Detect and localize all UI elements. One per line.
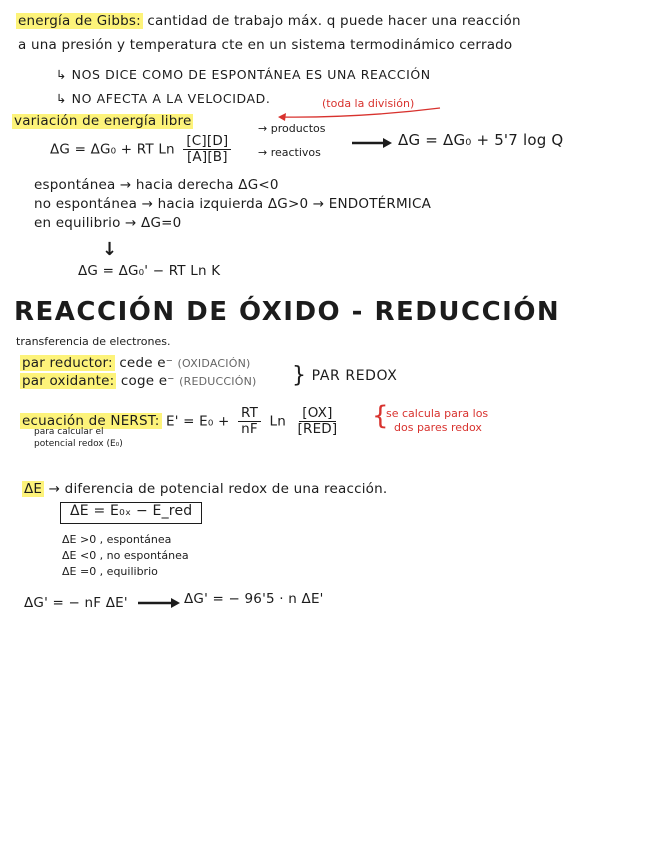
gibbs-bullet-1: [56, 68, 431, 82]
par-oxidante-label: par oxidante:: [22, 373, 115, 389]
nernst-eq-left: E' = E₀ +: [166, 413, 230, 430]
par-oxidante-text: coge e⁻: [120, 373, 175, 389]
delta-e-rule-1: ΔE >0 , espontánea: [62, 533, 172, 546]
final-eq-left: ΔG' = − nF ΔE': [24, 595, 128, 611]
par-reductor-text: cede e⁻: [119, 355, 174, 371]
fraction-denominator: [A][B]: [186, 148, 228, 165]
condition-equilibrium: en equilibrio → ΔG=0: [34, 215, 182, 231]
hook-arrow-icon: ↳: [56, 67, 68, 82]
nernst-red-note-2: dos pares redox: [394, 421, 482, 434]
gibbs-bullet-1-text: NOS DICE COMO DE ESPONTÁNEA ES UNA REACCIÓN: [71, 67, 431, 82]
par-oxidante-line: [20, 374, 257, 389]
delta-e-rule-3: ΔE =0 , equilibrio: [62, 565, 158, 578]
par-reductor-line: [20, 356, 250, 371]
par-oxidante-paren: (REDUCCIÓN): [179, 375, 257, 388]
fraction-numerator: [C][D]: [183, 134, 231, 150]
delta-e-label: ΔE: [24, 481, 43, 497]
delta-e-definition: → diferencia de potencial redox de una reacción.: [48, 481, 388, 497]
condition-non-spontaneous: no espontánea → hacia izquierda ΔG>0 → ENDOTÉRMICA: [34, 196, 432, 212]
gibbs-label: energía de Gibbs:: [18, 13, 141, 29]
rt-numerator: RT: [238, 406, 261, 422]
delta-e-line: [22, 482, 387, 497]
final-arrow-head-icon: [171, 598, 180, 608]
nernst-ln: Ln: [269, 413, 287, 430]
gibbs-bullet-2-text: NO AFECTA A LA VELOCIDAD.: [71, 91, 271, 106]
red-arrow-head-icon: [278, 113, 286, 121]
gibbs-definition-2: a una presión y temperatura cte en un sistema termodinámico cerrado: [18, 37, 513, 53]
nernst-red-note-1: se calcula para los: [386, 407, 489, 420]
gibbs-bullet-2: [56, 92, 270, 106]
par-reductor-label: par reductor:: [22, 355, 113, 371]
nernst-ox-fraction: [295, 406, 341, 437]
par-redox-label: [292, 364, 397, 388]
delta-e-rule-2: ΔE <0 , no espontánea: [62, 549, 189, 562]
reactants-label: → reactivos: [258, 146, 321, 159]
brace-icon: }: [292, 363, 307, 388]
delta-e-formula: ΔE = E₀ₓ − E_red: [70, 503, 193, 519]
free-energy-equation: [50, 134, 235, 165]
nernst-label: ecuación de NERST:: [22, 413, 160, 430]
bold-arrow-head-icon: [383, 138, 392, 148]
nernst-note-2: potencial redox (E₀): [34, 439, 123, 449]
nernst-note-1: para calcular el: [34, 427, 104, 437]
red-brace-icon: {: [372, 401, 389, 431]
ox-numerator: [OX]: [299, 406, 335, 422]
products-label: → productos: [258, 122, 326, 135]
hook-arrow-icon: ↳: [56, 91, 68, 106]
par-reductor-paren: (OXIDACIÓN): [177, 357, 251, 370]
red-denominator: [RED]: [297, 420, 338, 437]
nernst-rt-fraction: [238, 406, 261, 437]
equilibrium-equation: ΔG = ΔG₀' − RT Ln K: [78, 263, 221, 279]
redox-title: REACCIÓN DE ÓXIDO - REDUCCIÓN: [14, 297, 561, 327]
gibbs-line-1: [16, 14, 521, 29]
gibbs-definition-1: cantidad de trabajo máx. q puede hacer una reacción: [147, 13, 521, 29]
down-arrow-icon: ↓: [102, 239, 118, 260]
condition-spontaneous: espontánea → hacia derecha ΔG<0: [34, 177, 279, 193]
final-eq-right: ΔG' = − 96'5 · n ΔE': [184, 591, 324, 607]
free-energy-label: variación de energía libre: [14, 113, 192, 129]
par-redox-text: PAR REDOX: [311, 368, 398, 385]
free-energy-fraction: [183, 134, 231, 165]
redox-subtitle: transferencia de electrones.: [16, 335, 171, 348]
red-note-division: (toda la división): [322, 97, 415, 110]
rt-denominator: nF: [241, 420, 258, 437]
free-energy-eq-left: ΔG = ΔG₀ + RT Ln: [50, 141, 175, 158]
free-energy-eq-right: ΔG = ΔG₀ + 5'7 log Q: [398, 131, 564, 149]
